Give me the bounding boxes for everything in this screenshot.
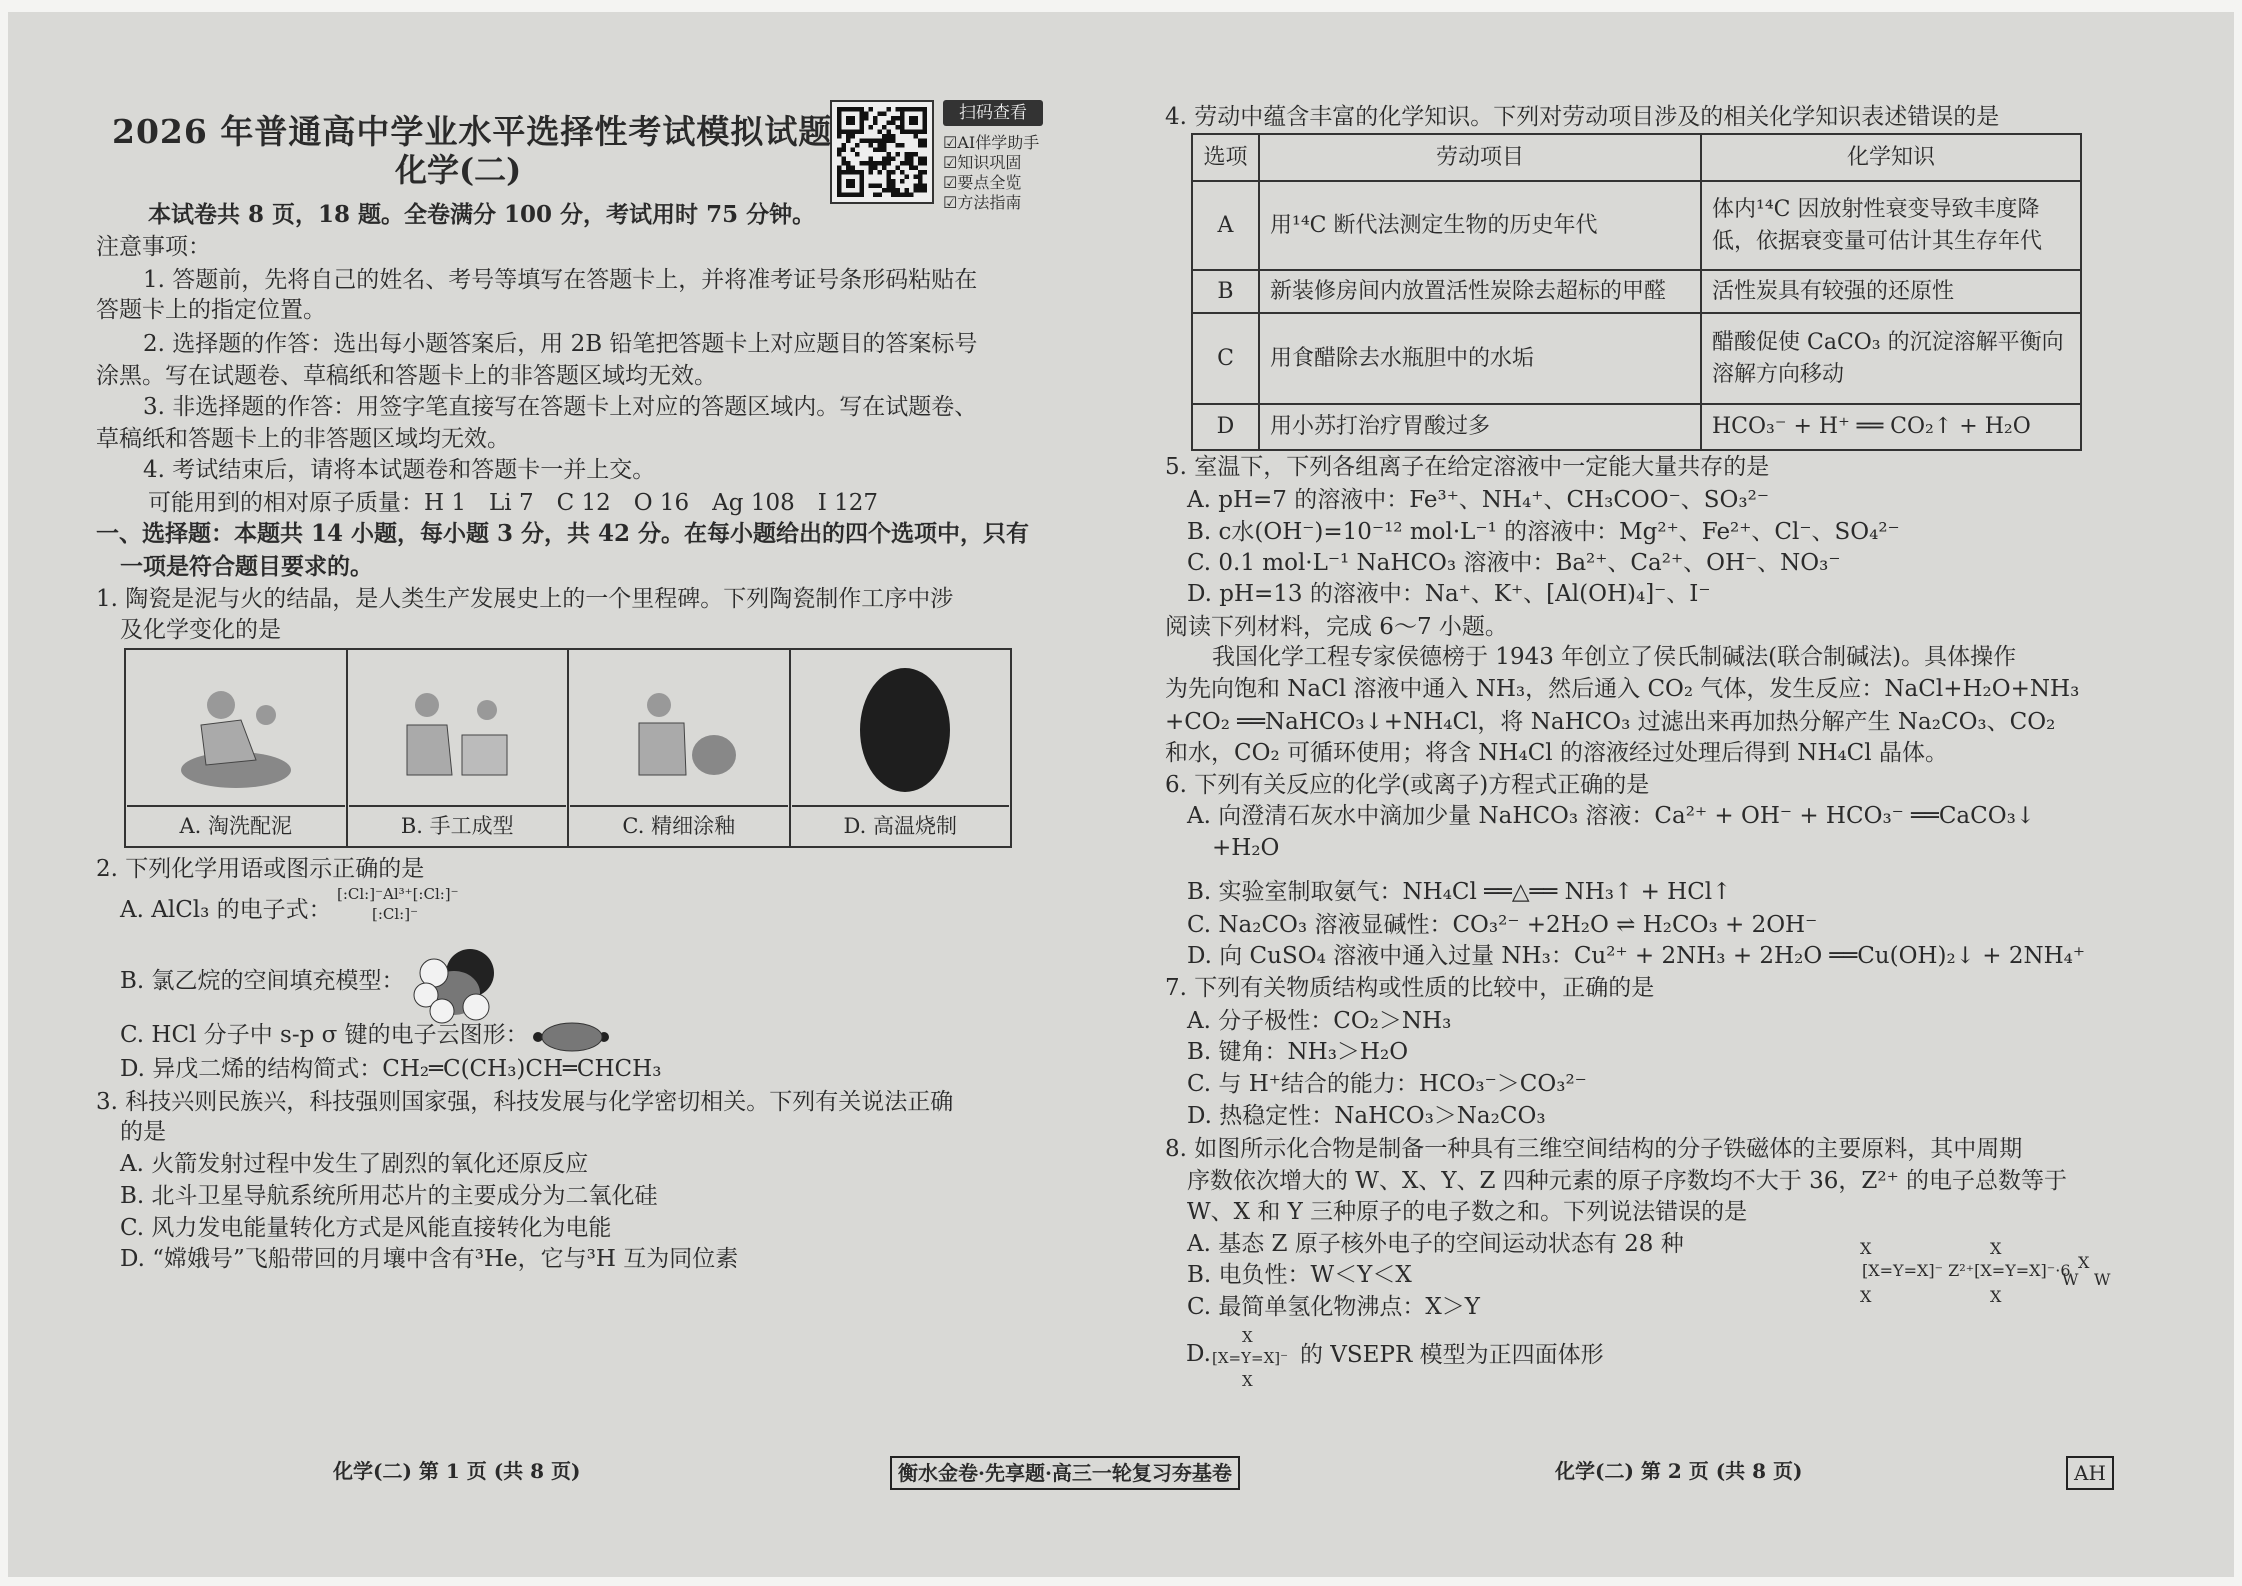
q1-stem: 1. 陶瓷是泥与火的结晶，是人类生产发展史上的一个里程碑。下列陶瓷制作工序中涉 [96,586,954,612]
material-line: +CO₂ ══NaHCO₃↓+NH₄Cl，将 NaHCO₃ 过滤出来再加热分解产生 Na₂CO₃、CO₂ [1165,709,2056,735]
note-line: 答题卡上的指定位置。 [96,297,326,323]
structure-x-bottom: X [1990,1287,2002,1306]
q2-option-c: C. HCl 分子中 s-p σ 键的电子云图形： [120,1022,529,1048]
q5-stem: 5. 室温下，下列各组离子在给定溶液中一定能大量共存的是 [1165,454,1770,480]
q5-option: A. pH=7 的溶液中：Fe³⁺、NH₄⁺、CH₃COO⁻、SO₃²⁻ [1187,487,1769,513]
structure-w: W [2094,1270,2111,1289]
chloroethane-space-filling-model [412,945,507,1025]
potter-washing-clay-image [171,665,301,795]
note-line: 4. 考试结束后，请将本试题卷和答题卡一并上交。 [143,457,656,483]
q8-option: C. 最简单氢化物沸点：X＞Y [1187,1294,1480,1320]
kiln-firing-image [835,660,965,800]
exam-summary: 本试卷共 8 页，18 题。全卷满分 100 分，考试用时 75 分钟。 [148,201,816,228]
q4-table [1191,133,2082,451]
q8-option-d-label: D. [1186,1341,1211,1367]
q7-option: C. 与 H⁺结合的能力：HCO₃⁻＞CO₃²⁻ [1187,1071,1587,1097]
qr-feature: ☑知识巩固 [943,153,1022,172]
note-line: 1. 答题前，先将自己的姓名、考号等填写在答题卡上，并将准考证号条形码粘贴在 [143,267,978,293]
footer-series: 衡水金卷·先享题·高三一轮复习夯基卷 [890,1456,1240,1490]
q8-option: B. 电负性：W＜Y＜X [1187,1262,1412,1288]
material-intro: 阅读下列材料，完成 6～7 小题。 [1165,614,1508,640]
section-heading: 一项是符合题目要求的。 [120,553,373,580]
ion-x-bottom: X [1242,1372,1253,1390]
q4-stem: 4. 劳动中蕴含丰富的化学知识。下列对劳动项目涉及的相关化学知识表述错误的是 [1165,104,2000,130]
q3-option: B. 北斗卫星导航系统所用芯片的主要成分为二氧化硅 [120,1183,658,1209]
q6-option: +H₂O [1212,835,1280,861]
q2-option-a: A. AlCl₃ 的电子式： [120,897,332,923]
ion-x-top: X [1242,1328,1253,1346]
q8-option: 的 VSEPR 模型为正四面体形 [1300,1342,1604,1368]
footer-page-2: 化学(二) 第 2 页 (共 8 页) [1555,1459,1803,1483]
sp-sigma-bond-cloud [532,1020,612,1054]
structure-x-top: X [1990,1239,2002,1258]
exam-title: 2026 年普通高中学业水平选择性考试模拟试题 [112,112,833,151]
q8-stem: W、X 和 Y 三种原子的电子数之和。下列说法错误的是 [1187,1199,1748,1225]
structure-w: W [2062,1270,2079,1289]
table-row: B 新装修房间内放置活性炭除去超标的甲醛 活性炭具有较强的还原性 [1192,270,2081,313]
glazing-image [614,665,744,795]
potter-shaping-image [392,665,522,795]
q6-option: B. 实验室制取氨气：NH₄Cl ══△══ NH₃↑ + HCl↑ [1187,879,1732,905]
structure-x-top: X [1860,1239,1872,1258]
scan-badge: 扫码查看 [943,100,1043,126]
structure-x-bottom: X [1860,1287,1872,1306]
q7-option: B. 键角：NH₃＞H₂O [1187,1039,1409,1065]
q1-image-table [124,648,1012,848]
qr-feature: ☑AI伴学助手 [943,133,1040,152]
q6-option: C. Na₂CO₃ 溶液显碱性：CO₃²⁻ +2H₂O ⇌ H₂CO₃ + 2OH⁻ [1187,912,1818,938]
material-line: 为先向饱和 NaCl 溶液中通入 NH₃，然后通入 CO₂ 气体，发生反应：NaCl+H₂O+NH₃ [1165,676,2080,702]
q5-option: D. pH=13 的溶液中：Na⁺、K⁺、[Al(OH)₄]⁻、I⁻ [1187,581,1711,607]
q3-option: D. “嫦娥号”飞船带回的月壤中含有³He，它与³H 互为同位素 [120,1246,739,1272]
q3-stem: 3. 科技兴则民族兴，科技强则国家强，科技发展与化学密切相关。下列有关说法正确 [96,1089,954,1115]
qr-code [830,100,934,204]
q1-option-d: D. 高温烧制 [790,649,1012,847]
note-line: 涂黑。写在试题卷、草稿纸和答题卡上的非答题区域均无效。 [96,363,717,389]
atomic-mass: 可能用到的相对原子质量：H 1 Li 7 C 12 O 16 Ag 108 I 127 [148,490,879,516]
q7-stem: 7. 下列有关物质结构或性质的比较中，正确的是 [1165,975,1655,1001]
q2-option-d: D. 异戊二烯的结构简式：CH₂═C(CH₃)CH═CHCH₃ [120,1056,662,1082]
q2-option-b: B. 氯乙烷的空间填充模型： [120,968,405,994]
q3-option: C. 风力发电能量转化方式是风能直接转化为电能 [120,1215,612,1241]
q3-stem: 的是 [120,1119,166,1145]
alcl3-electron-formula-bottom: [:Cl:]⁻ [372,905,419,923]
footer-page-1: 化学(二) 第 1 页 (共 8 页) [333,1459,581,1483]
note-line: 草稿纸和答题卡上的非答题区域均无效。 [96,426,510,452]
q1-option-b: B. 手工成型 [347,649,569,847]
qr-pattern [832,102,932,202]
section-heading: 一、选择题：本题共 14 小题，每小题 3 分，共 42 分。在每小题给出的四个选项中，只有 [96,520,1030,547]
q6-option: A. 向澄清石灰水中滴加少量 NaHCO₃ 溶液：Ca²⁺ + OH⁻ + HCO₃⁻ ══CaCO₃↓ [1187,803,2036,829]
q6-stem: 6. 下列有关反应的化学(或离子)方程式正确的是 [1165,772,1650,798]
notes-title: 注意事项： [96,234,211,260]
q5-option: B. c水(OH⁻)=10⁻¹² mol·L⁻¹ 的溶液中：Mg²⁺、Fe²⁺、Cl⁻、SO₄²⁻ [1187,519,1900,545]
q7-option: D. 热稳定性：NaHCO₃＞Na₂CO₃ [1187,1103,1546,1129]
table-row: C 用食醋除去水瓶胆中的水垢 醋酸促使 CaCO₃ 的沉淀溶解平衡向溶解方向移动 [1192,313,2081,404]
note-line: 3. 非选择题的作答：用签字笔直接写在答题卡上对应的答题区域内。写在试题卷、 [143,394,978,420]
q1-stem: 及化学变化的是 [120,617,281,643]
qr-feature: ☑方法指南 [943,193,1022,212]
material-line: 我国化学工程专家侯德榜于 1943 年创立了侯氏制碱法(联合制碱法)。具体操作 [1212,644,2017,670]
footer-tag: AH [2066,1456,2114,1490]
compound-structure: [X=Y=X]⁻ Z²⁺[X=Y=X]⁻·6 [1862,1261,2071,1280]
q5-option: C. 0.1 mol·L⁻¹ NaHCO₃ 溶液中：Ba²⁺、Ca²⁺、OH⁻、NO₃⁻ [1187,550,1841,576]
q3-option: A. 火箭发射过程中发生了剧烈的氧化还原反应 [120,1151,589,1177]
ion-formula: [X=Y=X]⁻ [1212,1349,1289,1367]
table-row: A 用¹⁴C 断代法测定生物的历史年代 体内¹⁴C 因放射性衰变导致丰度降低，依据衰变量可估计其生存年代 [1192,181,2081,270]
table-row: D 用小苏打治疗胃酸过多 HCO₃⁻ + H⁺ ══ CO₂↑ + H₂O [1192,404,2081,450]
q1-option-c: C. 精细涂釉 [568,649,790,847]
subject-title: 化学(二) [395,151,522,189]
q8-option: A. 基态 Z 原子核外电子的空间运动状态有 28 种 [1187,1231,1684,1257]
table-header: 化学知识 [1701,134,2081,181]
q8-stem: 序数依次增大的 W、X、Y、Z 四种元素的原子序数均不大于 36，Z²⁺ 的电子总数等于 [1187,1168,2068,1194]
note-line: 2. 选择题的作答：选出每小题答案后，用 2B 铅笔把答题卡上对应题目的答案标号 [143,331,978,357]
alcl3-electron-formula: [:Cl:]⁻Al³⁺[:Cl:]⁻ [337,885,459,903]
q7-option: A. 分子极性：CO₂＞NH₃ [1187,1008,1452,1034]
q6-option: D. 向 CuSO₄ 溶液中通入过量 NH₃：Cu²⁺ + 2NH₃ + 2H₂O ══Cu(OH)₂↓ + 2NH₄⁺ [1187,943,2086,969]
q8-stem: 8. 如图所示化合物是制备一种具有三维空间结构的分子铁磁体的主要原料，其中周期 [1165,1136,2023,1162]
q2-stem: 2. 下列化学用语或图示正确的是 [96,856,425,882]
qr-feature: ☑要点全览 [943,173,1022,192]
structure-x-water: X [2078,1253,2090,1272]
q1-option-a: A. 淘洗配泥 [125,649,347,847]
material-line: 和水，CO₂ 可循环使用；将含 NH₄Cl 的溶液经过处理后得到 NH₄Cl 晶体。 [1165,740,1948,766]
table-header: 劳动项目 [1259,134,1701,181]
table-header: 选项 [1192,134,1259,181]
